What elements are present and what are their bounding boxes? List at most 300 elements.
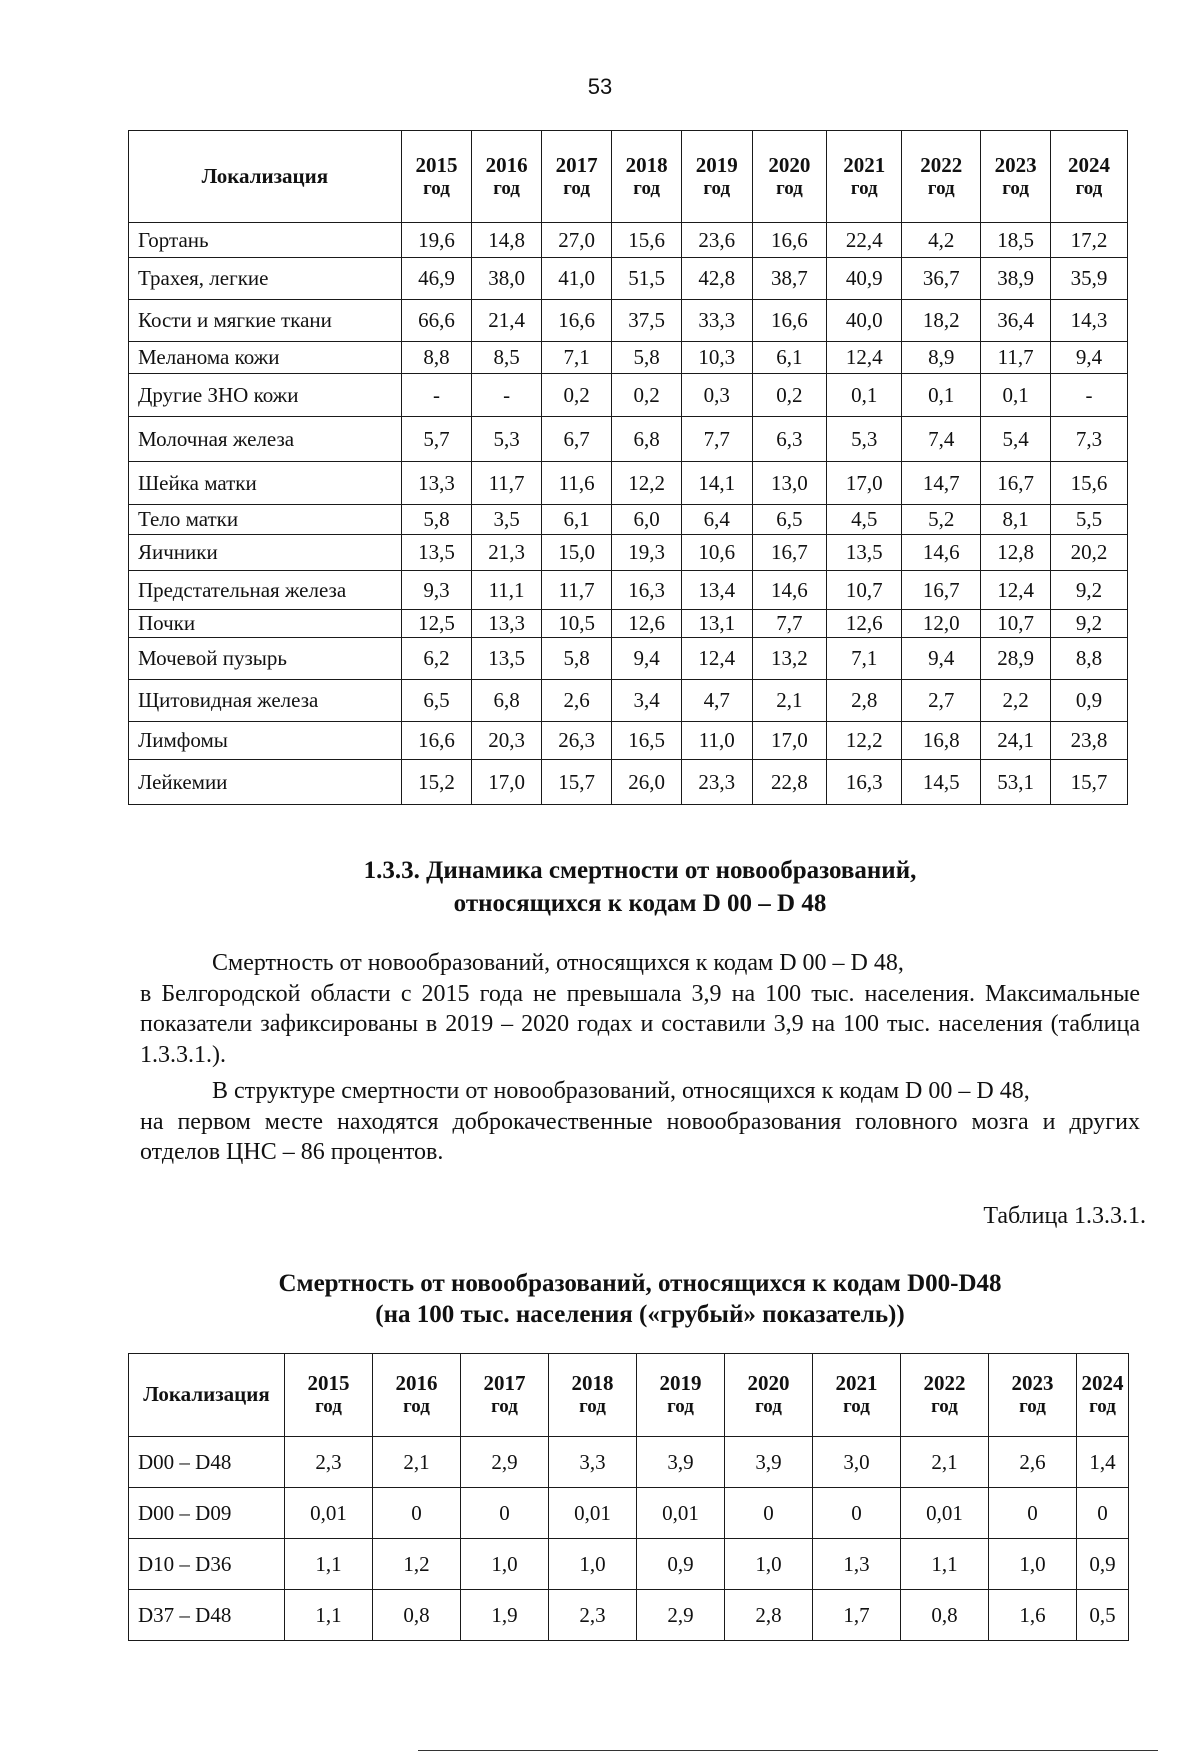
table-cell: 37,5 bbox=[612, 300, 682, 342]
column-header-year bbox=[901, 1354, 989, 1437]
table-cell: 0,9 bbox=[1077, 1539, 1129, 1590]
table-cell: 7,7 bbox=[681, 417, 752, 462]
table-cell: 24,1 bbox=[981, 722, 1051, 760]
year-unit-label: год bbox=[776, 177, 803, 199]
table-cell: 0 bbox=[725, 1488, 813, 1539]
table-row bbox=[129, 505, 1128, 535]
table-cell: 17,0 bbox=[827, 462, 902, 505]
table-cell: 0,2 bbox=[541, 374, 612, 417]
table-cell: 33,3 bbox=[681, 300, 752, 342]
table-cell: 66,6 bbox=[401, 300, 472, 342]
table-cell: 0,5 bbox=[1077, 1590, 1129, 1641]
table-cell: 0,3 bbox=[681, 374, 752, 417]
row-label: Яичники bbox=[129, 535, 402, 571]
year-label: 2015 bbox=[307, 1371, 350, 1395]
table-cell: 16,7 bbox=[902, 571, 981, 610]
table-cell: 36,7 bbox=[902, 258, 981, 300]
table-cell: 23,8 bbox=[1050, 722, 1127, 760]
table-cell: 0,8 bbox=[373, 1590, 461, 1641]
year-unit-label: год bbox=[403, 1396, 430, 1418]
row-label: D10 – D36 bbox=[129, 1539, 285, 1590]
table-cell: 5,8 bbox=[401, 505, 472, 535]
table-cell: 12,2 bbox=[827, 722, 902, 760]
table-cell: 38,0 bbox=[472, 258, 542, 300]
table-cell: 6,0 bbox=[612, 505, 682, 535]
year-label: 2016 bbox=[395, 1371, 438, 1395]
table-cell: 28,9 bbox=[981, 638, 1051, 680]
table-cell: 8,9 bbox=[902, 342, 981, 374]
column-header-localization: Локализация bbox=[129, 1354, 285, 1437]
table-cell: 13,0 bbox=[752, 462, 827, 505]
table-header-row bbox=[129, 1354, 1129, 1437]
table-cell: - bbox=[401, 374, 472, 417]
table-cell: 17,2 bbox=[1050, 223, 1127, 258]
table-body bbox=[129, 223, 1128, 805]
table-cell: 0,01 bbox=[285, 1488, 373, 1539]
table-row bbox=[129, 1488, 1129, 1539]
table-cell: 18,5 bbox=[981, 223, 1051, 258]
table-cell: 1,3 bbox=[813, 1539, 901, 1590]
table-cell: 12,6 bbox=[827, 610, 902, 638]
table-cell: 15,7 bbox=[1050, 760, 1127, 805]
column-header-year bbox=[1077, 1354, 1129, 1437]
year-label: 2018 bbox=[571, 1371, 614, 1395]
table-cell: 3,0 bbox=[813, 1437, 901, 1488]
year-label: 2017 bbox=[483, 1371, 526, 1395]
table-cell: 4,2 bbox=[902, 223, 981, 258]
table-cell: 0,1 bbox=[827, 374, 902, 417]
table-cell: 11,7 bbox=[472, 462, 542, 505]
table-row bbox=[129, 300, 1128, 342]
table-cell: 8,8 bbox=[401, 342, 472, 374]
table-cell: 16,3 bbox=[827, 760, 902, 805]
row-label: Почки bbox=[129, 610, 402, 638]
table-cell: 13,4 bbox=[681, 571, 752, 610]
table-cell: 13,5 bbox=[401, 535, 472, 571]
row-label: Лейкемии bbox=[129, 760, 402, 805]
table-cell: 20,3 bbox=[472, 722, 542, 760]
table-cell: 0 bbox=[813, 1488, 901, 1539]
table-cell: 6,4 bbox=[681, 505, 752, 535]
table-cell: 14,5 bbox=[902, 760, 981, 805]
row-label: Лимфомы bbox=[129, 722, 402, 760]
column-header-year bbox=[827, 131, 902, 223]
year-unit-label: год bbox=[843, 1396, 870, 1418]
year-label: 2020 bbox=[768, 152, 811, 177]
table-cell: 13,1 bbox=[681, 610, 752, 638]
table-cell: 19,6 bbox=[401, 223, 472, 258]
paragraph-text: в Белгородской области с 2015 года не превышала 3,9 на 100 тыс. населения. Максимальные показатели зафиксированы в 2019 – 2020 годах и составили 3,9 на 100 тыс. населения (таблица 1.3.3.1.). bbox=[140, 980, 1140, 1068]
table-cell: 13,5 bbox=[472, 638, 542, 680]
year-label: 2024 bbox=[1067, 152, 1110, 177]
year-label: 2020 bbox=[747, 1371, 790, 1395]
year-label: 2016 bbox=[485, 152, 528, 177]
year-unit-label: год bbox=[579, 1396, 606, 1418]
table-cell: - bbox=[1050, 374, 1127, 417]
table-cell: 7,1 bbox=[827, 638, 902, 680]
row-label: Тело матки bbox=[129, 505, 402, 535]
column-header-year bbox=[981, 131, 1051, 223]
table-cell: 13,5 bbox=[827, 535, 902, 571]
column-header-year bbox=[541, 131, 612, 223]
table-cell: 16,7 bbox=[752, 535, 827, 571]
table-row bbox=[129, 342, 1128, 374]
table-cell: 17,0 bbox=[472, 760, 542, 805]
table-cell: 8,5 bbox=[472, 342, 542, 374]
table-cell: 12,4 bbox=[827, 342, 902, 374]
table-cell: 11,7 bbox=[541, 571, 612, 610]
table-cell: 1,1 bbox=[285, 1539, 373, 1590]
page-number: 53 bbox=[587, 74, 613, 99]
table-cell: 2,8 bbox=[827, 680, 902, 722]
row-label: Молочная железа bbox=[129, 417, 402, 462]
table-cell: 18,2 bbox=[902, 300, 981, 342]
table-cell: 5,8 bbox=[612, 342, 682, 374]
table-cell: 0,8 bbox=[901, 1590, 989, 1641]
table-row bbox=[129, 1539, 1129, 1590]
table-cell: 5,8 bbox=[541, 638, 612, 680]
column-header-year bbox=[637, 1354, 725, 1437]
table-cell: 0,1 bbox=[981, 374, 1051, 417]
table-caption: Таблица 1.3.3.1. bbox=[983, 1203, 1146, 1229]
table-cell: 13,3 bbox=[472, 610, 542, 638]
year-unit-label: год bbox=[423, 177, 450, 199]
table-cell: 53,1 bbox=[981, 760, 1051, 805]
table-cell: 1,9 bbox=[461, 1590, 549, 1641]
column-header-year bbox=[725, 1354, 813, 1437]
table-row bbox=[129, 760, 1128, 805]
table-cell: 1,6 bbox=[989, 1590, 1077, 1641]
section-heading-line: относящихся к кодам D 00 – D 48 bbox=[453, 890, 827, 917]
year-label: 2017 bbox=[555, 152, 598, 177]
table-cell: 15,6 bbox=[1050, 462, 1127, 505]
column-header-year bbox=[989, 1354, 1077, 1437]
table-cell: 0 bbox=[1077, 1488, 1129, 1539]
bottom-rule bbox=[418, 1750, 1158, 1751]
table-cell: 11,7 bbox=[981, 342, 1051, 374]
table-cell: 38,7 bbox=[752, 258, 827, 300]
table-cell: 6,3 bbox=[752, 417, 827, 462]
table-row bbox=[129, 722, 1128, 760]
year-label: 2019 bbox=[695, 152, 738, 177]
row-label: D00 – D48 bbox=[129, 1437, 285, 1488]
year-label: 2019 bbox=[659, 1371, 702, 1395]
table-cell: 1,0 bbox=[725, 1539, 813, 1590]
table-cell: 13,3 bbox=[401, 462, 472, 505]
column-header-year bbox=[902, 131, 981, 223]
year-label: 2023 bbox=[1011, 1371, 1054, 1395]
table-cell: 4,5 bbox=[827, 505, 902, 535]
year-unit-label: год bbox=[755, 1396, 782, 1418]
table-cell: 2,7 bbox=[902, 680, 981, 722]
table-title-line: Смертность от новообразований, относящихся к кодам D00-D48 bbox=[278, 1270, 1002, 1297]
table-cell: 2,6 bbox=[541, 680, 612, 722]
table-cell: 15,6 bbox=[612, 223, 682, 258]
table-row bbox=[129, 374, 1128, 417]
table-cell: 10,7 bbox=[981, 610, 1051, 638]
column-header-year bbox=[401, 131, 472, 223]
table-cell: 10,5 bbox=[541, 610, 612, 638]
row-label: Шейка матки bbox=[129, 462, 402, 505]
table-cell: 3,9 bbox=[725, 1437, 813, 1488]
table-cell: 5,7 bbox=[401, 417, 472, 462]
table-cell: 5,3 bbox=[827, 417, 902, 462]
table-cell: 7,3 bbox=[1050, 417, 1127, 462]
column-header-year bbox=[373, 1354, 461, 1437]
table-cell: 2,8 bbox=[725, 1590, 813, 1641]
table-cell: 3,4 bbox=[612, 680, 682, 722]
table-cell: 11,1 bbox=[472, 571, 542, 610]
table-cell: 6,2 bbox=[401, 638, 472, 680]
table-cell: 4,7 bbox=[681, 680, 752, 722]
row-label: Меланома кожи bbox=[129, 342, 402, 374]
column-header-localization: Локализация bbox=[129, 131, 402, 223]
table-cell: 2,6 bbox=[989, 1437, 1077, 1488]
table-cell: 12,4 bbox=[981, 571, 1051, 610]
incidence-table bbox=[128, 130, 1128, 805]
table-cell: 0,01 bbox=[901, 1488, 989, 1539]
year-unit-label: год bbox=[493, 177, 520, 199]
table-row bbox=[129, 223, 1128, 258]
table-cell: 12,0 bbox=[902, 610, 981, 638]
table-cell: 21,4 bbox=[472, 300, 542, 342]
table-cell: 42,8 bbox=[681, 258, 752, 300]
table-cell: 2,1 bbox=[752, 680, 827, 722]
column-header-year bbox=[472, 131, 542, 223]
table-cell: 27,0 bbox=[541, 223, 612, 258]
table-cell: 12,2 bbox=[612, 462, 682, 505]
table-cell: 0,1 bbox=[902, 374, 981, 417]
table-row bbox=[129, 1437, 1129, 1488]
row-label: Кости и мягкие ткани bbox=[129, 300, 402, 342]
table-cell: 6,5 bbox=[401, 680, 472, 722]
table-cell: 21,3 bbox=[472, 535, 542, 571]
year-unit-label: год bbox=[927, 177, 955, 199]
table-cell: 2,9 bbox=[637, 1590, 725, 1641]
year-label: 2021 bbox=[835, 1371, 878, 1395]
table-cell: 14,3 bbox=[1050, 300, 1127, 342]
table-row bbox=[129, 462, 1128, 505]
table-cell: 3,5 bbox=[472, 505, 542, 535]
table-cell: 13,2 bbox=[752, 638, 827, 680]
table-cell: 9,4 bbox=[1050, 342, 1127, 374]
table-cell: 6,5 bbox=[752, 505, 827, 535]
table-cell: 15,7 bbox=[541, 760, 612, 805]
column-header-year bbox=[813, 1354, 901, 1437]
table-cell: 16,5 bbox=[612, 722, 682, 760]
column-header-year bbox=[549, 1354, 637, 1437]
table-cell: 14,6 bbox=[902, 535, 981, 571]
table-cell: 9,2 bbox=[1050, 610, 1127, 638]
paragraph bbox=[140, 948, 1140, 1070]
table-cell: 8,8 bbox=[1050, 638, 1127, 680]
table-cell: 8,1 bbox=[981, 505, 1051, 535]
table-cell: 10,7 bbox=[827, 571, 902, 610]
year-unit-label: год bbox=[491, 1396, 518, 1418]
row-label: D00 – D09 bbox=[129, 1488, 285, 1539]
table-cell: 7,7 bbox=[752, 610, 827, 638]
table-cell: 26,0 bbox=[612, 760, 682, 805]
table-cell: 6,8 bbox=[612, 417, 682, 462]
row-label: Предстательная железа bbox=[129, 571, 402, 610]
table-cell: 2,3 bbox=[549, 1590, 637, 1641]
row-label: Гортань bbox=[129, 223, 402, 258]
table-cell: 6,1 bbox=[752, 342, 827, 374]
paragraph-first-line: Смертность от новообразований, относящихся к кодам D 00 – D 48, bbox=[212, 950, 904, 976]
table-cell: 14,8 bbox=[472, 223, 542, 258]
table-cell: 16,8 bbox=[902, 722, 981, 760]
table-cell: 15,0 bbox=[541, 535, 612, 571]
year-unit-label: год bbox=[315, 1396, 342, 1418]
table-row bbox=[129, 610, 1128, 638]
table-cell: 12,4 bbox=[681, 638, 752, 680]
year-unit-label: год bbox=[1089, 1396, 1116, 1418]
table-cell: 6,1 bbox=[541, 505, 612, 535]
table-cell: 1,1 bbox=[901, 1539, 989, 1590]
table-cell: 1,0 bbox=[549, 1539, 637, 1590]
table-cell: 0,9 bbox=[637, 1539, 725, 1590]
year-unit-label: год bbox=[563, 177, 590, 199]
row-label: Щитовидная железа bbox=[129, 680, 402, 722]
year-unit-label: год bbox=[667, 1396, 694, 1418]
table-cell: 26,3 bbox=[541, 722, 612, 760]
table-cell: 3,3 bbox=[549, 1437, 637, 1488]
table-cell: 19,3 bbox=[612, 535, 682, 571]
year-label: 2022 bbox=[923, 1371, 966, 1395]
table-cell: 9,4 bbox=[612, 638, 682, 680]
table-row bbox=[129, 417, 1128, 462]
table-cell: 0 bbox=[461, 1488, 549, 1539]
table-cell: 36,4 bbox=[981, 300, 1051, 342]
table-cell: 22,4 bbox=[827, 223, 902, 258]
year-unit-label: год bbox=[850, 177, 878, 199]
year-label: 2018 bbox=[625, 152, 668, 177]
table-cell: 10,6 bbox=[681, 535, 752, 571]
table-cell: 6,7 bbox=[541, 417, 612, 462]
table-cell: 23,6 bbox=[681, 223, 752, 258]
table-cell: 5,5 bbox=[1050, 505, 1127, 535]
table-row bbox=[129, 680, 1128, 722]
table-cell: 14,1 bbox=[681, 462, 752, 505]
table-cell: 51,5 bbox=[612, 258, 682, 300]
section-heading-line: 1.3.3. Динамика смертности от новообразований, bbox=[363, 857, 917, 884]
table-cell: 14,6 bbox=[752, 571, 827, 610]
year-label: 2015 bbox=[415, 152, 458, 177]
table-cell: 1,2 bbox=[373, 1539, 461, 1590]
table-cell: 2,3 bbox=[285, 1437, 373, 1488]
row-label: Другие ЗНО кожи bbox=[129, 374, 402, 417]
table-cell: 0,01 bbox=[549, 1488, 637, 1539]
table-cell: 5,2 bbox=[902, 505, 981, 535]
table-cell: 0,2 bbox=[752, 374, 827, 417]
year-label: 2022 bbox=[920, 152, 963, 177]
table-cell: 0 bbox=[373, 1488, 461, 1539]
year-unit-label: год bbox=[1019, 1396, 1046, 1418]
table-cell: 1,4 bbox=[1077, 1437, 1129, 1488]
table-cell: 16,6 bbox=[401, 722, 472, 760]
section-heading bbox=[0, 854, 1200, 920]
row-label: Трахея, легкие bbox=[129, 258, 402, 300]
table-cell: 12,6 bbox=[612, 610, 682, 638]
table-cell: 16,6 bbox=[752, 300, 827, 342]
table-cell: 16,6 bbox=[541, 300, 612, 342]
table-cell: 7,1 bbox=[541, 342, 612, 374]
paragraph-first-line: В структуре смертности от новообразований, относящихся к кодам D 00 – D 48, bbox=[212, 1078, 1030, 1104]
table-row bbox=[129, 638, 1128, 680]
table-row bbox=[129, 258, 1128, 300]
table-cell: 1,1 bbox=[285, 1590, 373, 1641]
table-cell: 16,3 bbox=[612, 571, 682, 610]
row-label: Мочевой пузырь bbox=[129, 638, 402, 680]
year-unit-label: год bbox=[633, 177, 661, 199]
table-cell: 40,0 bbox=[827, 300, 902, 342]
table-body bbox=[129, 1437, 1129, 1641]
table-cell: 17,0 bbox=[752, 722, 827, 760]
mortality-table bbox=[128, 1353, 1129, 1641]
year-label: 2023 bbox=[994, 152, 1037, 177]
year-unit-label: год bbox=[1002, 177, 1029, 199]
table-cell: 14,7 bbox=[902, 462, 981, 505]
table-cell: 2,1 bbox=[373, 1437, 461, 1488]
table-cell: 16,7 bbox=[981, 462, 1051, 505]
table-title bbox=[0, 1268, 1200, 1330]
table-cell: 41,0 bbox=[541, 258, 612, 300]
table-cell: 1,7 bbox=[813, 1590, 901, 1641]
table-cell: 46,9 bbox=[401, 258, 472, 300]
table-cell: 10,3 bbox=[681, 342, 752, 374]
table-cell: 2,1 bbox=[901, 1437, 989, 1488]
table-cell: 0,9 bbox=[1050, 680, 1127, 722]
table-cell: 3,9 bbox=[637, 1437, 725, 1488]
table-cell: 0 bbox=[989, 1488, 1077, 1539]
paragraph-text: на первом месте находятся доброкачественные новообразования головного мозга и других отделов ЦНС – 86 процентов. bbox=[140, 1108, 1140, 1165]
year-label: 2021 bbox=[843, 152, 886, 177]
column-header-year bbox=[612, 131, 682, 223]
table-cell: 9,4 bbox=[902, 638, 981, 680]
table-cell: 16,6 bbox=[752, 223, 827, 258]
table-cell: 2,2 bbox=[981, 680, 1051, 722]
table-cell: 40,9 bbox=[827, 258, 902, 300]
row-label: D37 – D48 bbox=[129, 1590, 285, 1641]
table-cell: 35,9 bbox=[1050, 258, 1127, 300]
table-cell: 20,2 bbox=[1050, 535, 1127, 571]
table-row bbox=[129, 571, 1128, 610]
table-cell: 38,9 bbox=[981, 258, 1051, 300]
table-cell: 0,2 bbox=[612, 374, 682, 417]
table-cell: 9,2 bbox=[1050, 571, 1127, 610]
table-header-row bbox=[129, 131, 1128, 223]
table-cell: 5,3 bbox=[472, 417, 542, 462]
table-cell: 15,2 bbox=[401, 760, 472, 805]
table-cell: 6,8 bbox=[472, 680, 542, 722]
table-cell: 5,4 bbox=[981, 417, 1051, 462]
table-cell: 1,0 bbox=[461, 1539, 549, 1590]
year-unit-label: год bbox=[931, 1396, 958, 1418]
table-cell: 11,0 bbox=[681, 722, 752, 760]
table-cell: 0,01 bbox=[637, 1488, 725, 1539]
table-cell: - bbox=[472, 374, 542, 417]
table-row bbox=[129, 1590, 1129, 1641]
year-unit-label: год bbox=[703, 177, 731, 199]
table-cell: 1,0 bbox=[989, 1539, 1077, 1590]
table-cell: 11,6 bbox=[541, 462, 612, 505]
table-cell: 7,4 bbox=[902, 417, 981, 462]
table-cell: 23,3 bbox=[681, 760, 752, 805]
column-header-year bbox=[285, 1354, 373, 1437]
table-cell: 2,9 bbox=[461, 1437, 549, 1488]
year-unit-label: год bbox=[1075, 177, 1103, 199]
column-header-year bbox=[1050, 131, 1127, 223]
